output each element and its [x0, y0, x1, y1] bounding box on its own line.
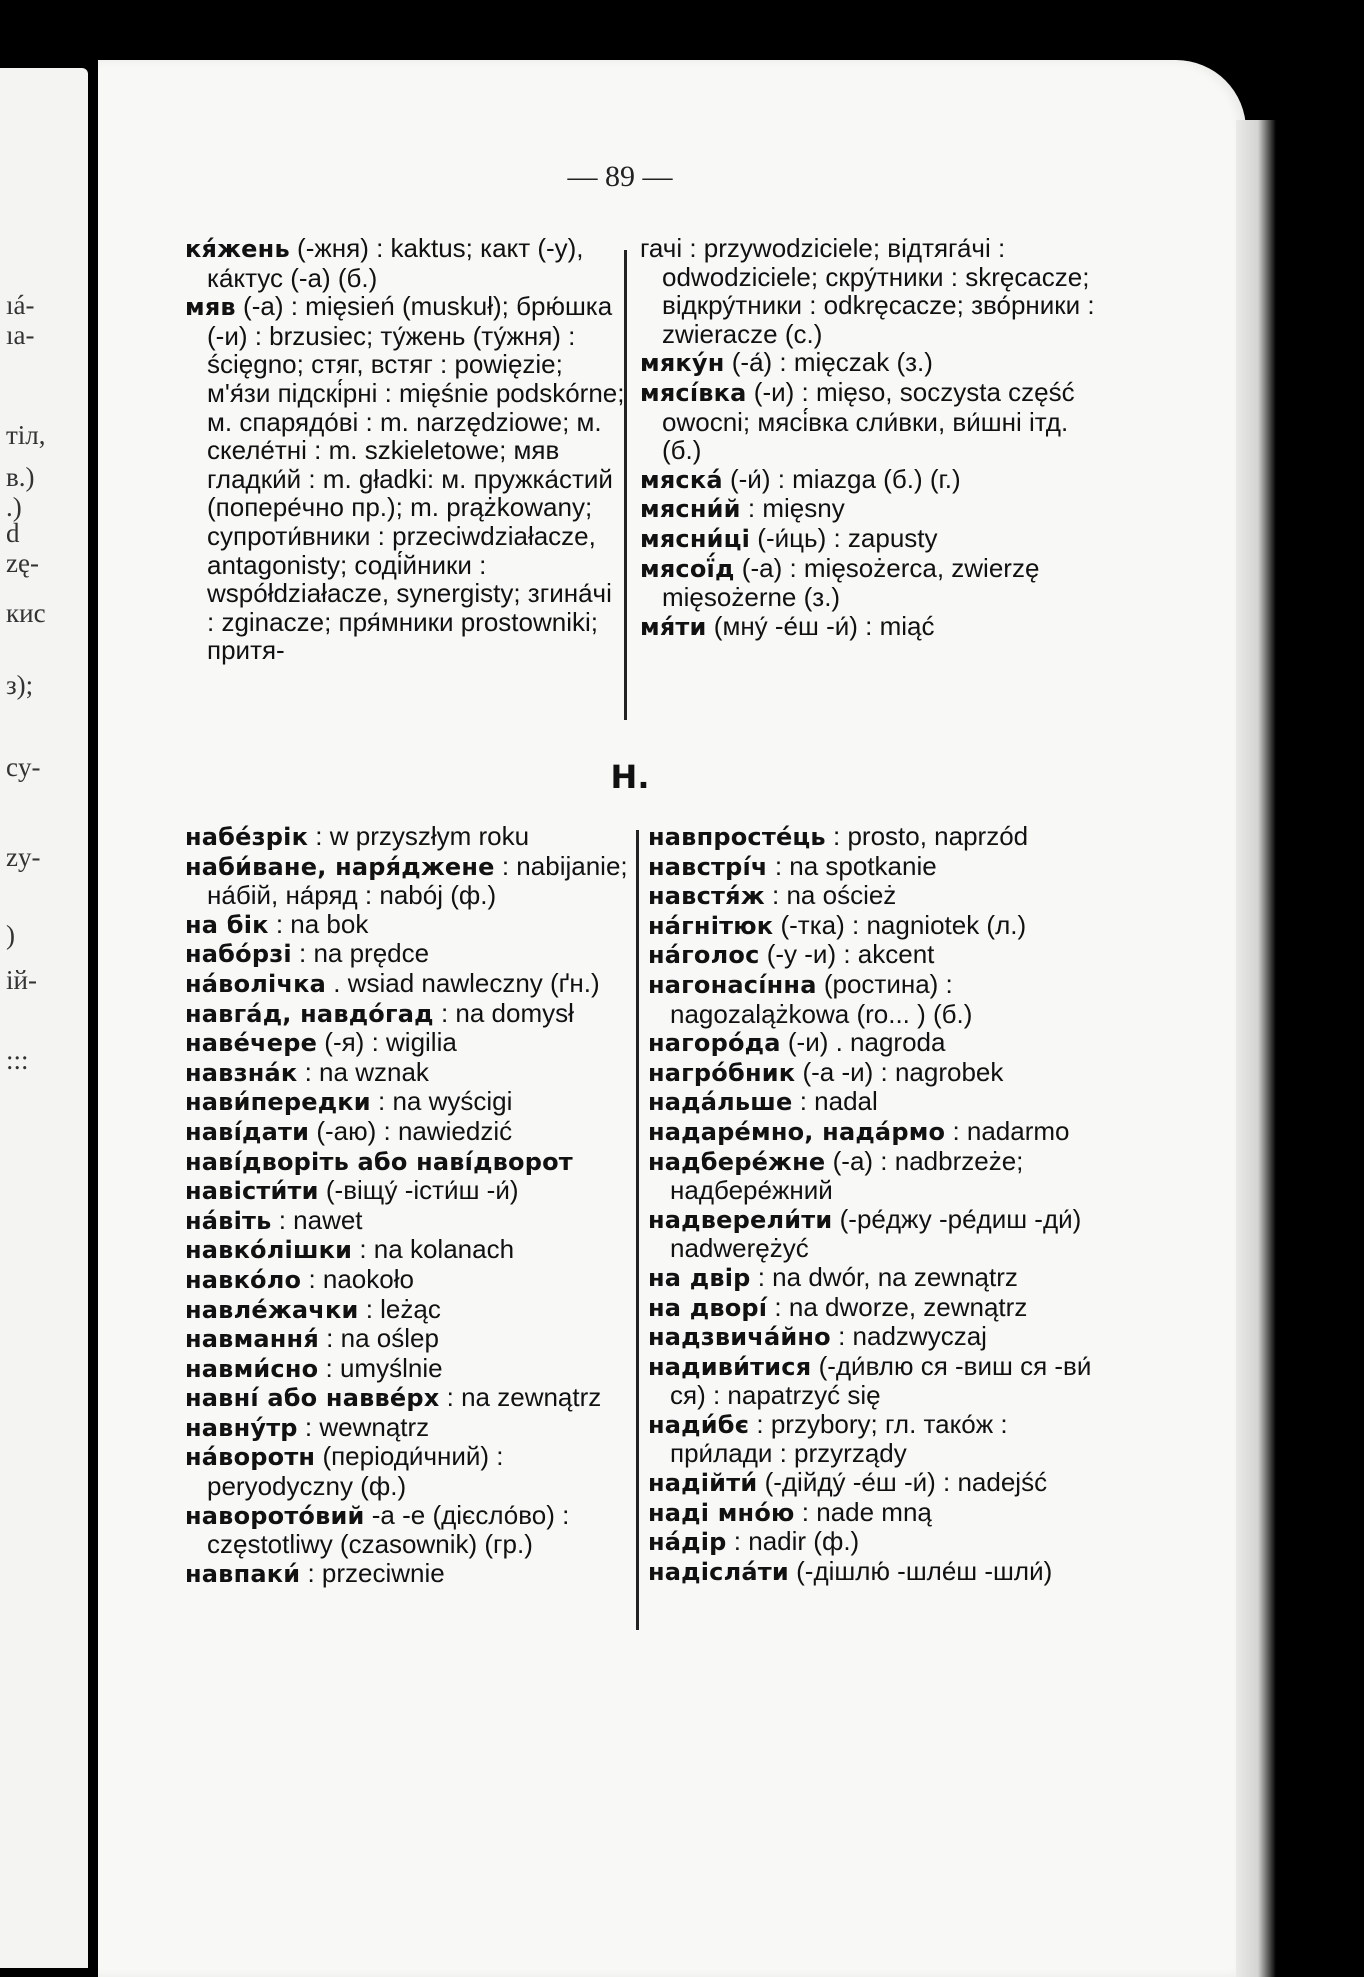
column-bottom-right [648, 822, 1108, 1586]
entry-definition: : na wyścigi [370, 1086, 513, 1117]
column-divider-top [624, 250, 627, 720]
dictionary-entry [648, 1498, 1108, 1528]
entry-definition: . wsiad nawleczny (ґн.) [326, 967, 600, 998]
dictionary-entry [648, 1058, 1108, 1088]
dictionary-entry [648, 1468, 1108, 1498]
dictionary-entry [640, 612, 1100, 642]
dictionary-entry [185, 1176, 645, 1206]
entry-headword: на́дір [648, 1528, 727, 1557]
entry-definition: : na oślep [318, 1323, 439, 1354]
dictionary-entry [648, 1352, 1108, 1410]
entry-headword: надаре́мно, нада́рмо [648, 1117, 946, 1146]
dictionary-entry [185, 1501, 645, 1559]
entry-headword: навпросте́ць [648, 823, 826, 851]
dictionary-entry [648, 1028, 1108, 1058]
entry-definition: : nabijanie; на́бій, на́ряд : nabój (ф.) [207, 850, 628, 911]
entry-definition: : na bok [268, 908, 369, 939]
entry-headword: нади́бє [648, 1410, 750, 1439]
entry-headword: нада́льше [648, 1088, 793, 1117]
column-top-left [185, 234, 625, 665]
entry-definition: : na dworze, zewnątrz [767, 1291, 1028, 1322]
entry-headword: мясі́вка [640, 378, 747, 407]
entry-headword: надійти́ [648, 1469, 758, 1498]
entry-headword: надиви́тися [648, 1352, 812, 1381]
entry-headword: нагро́бник [648, 1058, 796, 1087]
entry-headword: набе́зрік [185, 823, 309, 851]
entry-definition: (ростина) : nagozalążkowa (ro... ) (б.) [670, 968, 973, 1029]
left-page-text-fragment: ıá- [6, 290, 35, 320]
left-page-text-fragment: zę- [6, 548, 39, 578]
page-number: — 89 — [567, 160, 673, 193]
left-page-text-fragment: cy- [6, 752, 41, 782]
entry-definition: : umyślnie [318, 1352, 443, 1383]
dictionary-entry [648, 970, 1108, 1028]
entry-headword: навісти́ти [185, 1177, 319, 1206]
entry-definition: : nadarmo [945, 1115, 1070, 1146]
dictionary-entry [648, 1527, 1108, 1557]
entry-definition: (-и́ць) : zapusty [750, 522, 938, 553]
entry-headword: на́голос [648, 941, 760, 970]
entry-definition: (-аю) : nawiedzić [309, 1115, 513, 1146]
dictionary-entry [648, 1322, 1108, 1352]
column-top-right [640, 234, 1100, 641]
entry-headword: набо́рзі [185, 940, 292, 969]
dictionary-entry [185, 1295, 645, 1325]
dictionary-entry [185, 1559, 645, 1589]
entry-definition: (-и) : mięso, soczysta część owocni; мясі́вка сли́вки, ви́шні ітд. (б.) [662, 376, 1075, 466]
entry-definition: : nadir (ф.) [726, 1526, 860, 1557]
left-page-text-fragment: zy- [6, 842, 41, 872]
entry-definition: : nade mną [794, 1496, 932, 1527]
entry-definition: (-дішлю́ -шле́ш -шли́) [788, 1555, 1053, 1586]
entry-headword: наді мно́ю [648, 1498, 795, 1527]
dictionary-entry [185, 999, 645, 1029]
dictionary-entry [185, 1087, 645, 1117]
entry-headword: нави́передки [185, 1088, 371, 1117]
section-letter-heading: Н. [610, 758, 650, 796]
entry-definition: : prosto, naprzód [825, 821, 1029, 851]
left-page-text-fragment: d [6, 518, 20, 548]
left-page-text-fragment: кис [6, 598, 46, 628]
entry-definition: (-а́) : mięczak (з.) [724, 347, 933, 378]
dictionary-entry [648, 822, 1108, 852]
dictionary-entry [185, 969, 645, 999]
entry-headword: мяв [185, 293, 236, 322]
dictionary-entry [640, 554, 1100, 612]
entry-headword: наві́дворіть або наві́дворот [185, 1147, 573, 1176]
entry-definition: : nawet [271, 1204, 363, 1235]
entry-definition: (-ди́влю ся -виш ся -ви́ ся) : napatrzyć się [670, 1350, 1092, 1411]
entry-headword: навко́лішки [185, 1236, 353, 1265]
column-divider-bottom [636, 830, 639, 1630]
entry-headword: на двір [648, 1263, 751, 1292]
entry-headword: навстрі́ч [648, 852, 768, 881]
entry-headword: мя́ти [640, 612, 707, 641]
entry-definition: : na dwór, na zewnątrz [750, 1261, 1018, 1292]
entry-headword: надверели́ти [648, 1205, 833, 1234]
dictionary-entry [185, 1117, 645, 1147]
dictionary-entry [185, 852, 645, 910]
entry-headword: на́гнітюк [648, 911, 774, 940]
entry-headword: навга́д, навдо́гад [185, 999, 434, 1028]
entry-headword: наби́ване, наря́джене [185, 852, 495, 881]
dictionary-entry [185, 1058, 645, 1088]
entry-definition: : przybory; гл. тако́ж : при́лади : przyrządy [670, 1408, 1008, 1469]
dictionary-entry [185, 822, 645, 852]
entry-definition: : wewnątrz [297, 1411, 430, 1442]
entry-definition: : na spotkanie [767, 850, 937, 881]
left-page-text-fragment: ій- [6, 965, 37, 995]
entry-definition: (-ре́джу -ре́диш -ди́) nadwerężyć [670, 1203, 1082, 1264]
entry-definition: (-тка) : nagniotek (л.) [773, 909, 1027, 940]
dictionary-entry [648, 1293, 1108, 1323]
entry-definition: (-а) : nadbrzeże; надбере́жний [670, 1145, 1024, 1206]
entry-definition: (-віщу́ -істи́ш -и́) [318, 1175, 519, 1206]
entry-headword: навко́ло [185, 1265, 302, 1294]
dictionary-entry [648, 1087, 1108, 1117]
dictionary-entry [185, 939, 645, 969]
entry-definition: (-и́) : miazga (б.) (г.) [722, 463, 961, 494]
left-page-text-fragment: .) [6, 492, 22, 522]
dictionary-entry [185, 1324, 645, 1354]
dictionary-entry [185, 1413, 645, 1443]
entry-definition: (-я) : wigilia [317, 1027, 457, 1058]
dictionary-entry [640, 234, 1100, 348]
dictionary-entry [185, 1206, 645, 1236]
entry-headword: навле́жачки [185, 1295, 359, 1324]
dictionary-entry [185, 1265, 645, 1295]
entry-definition: : na oścież [764, 880, 897, 911]
entry-headword: навми́сно [185, 1354, 319, 1383]
entry-headword: мяку́н [640, 349, 725, 378]
entry-definition: : przeciwnie [300, 1557, 445, 1588]
left-page-text-fragment: тіл, [6, 420, 46, 450]
entry-definition: : w przyszłym roku [308, 821, 530, 851]
entry-headword: мясої́д [640, 554, 735, 583]
dictionary-entry [185, 1147, 645, 1177]
dictionary-entry [648, 881, 1108, 911]
entry-headword: наворото́вий [185, 1501, 365, 1530]
entry-headword: надісла́ти [648, 1557, 789, 1586]
dictionary-entry [185, 1442, 645, 1500]
left-page-edge [0, 68, 88, 1968]
entry-definition: : leżąc [358, 1293, 441, 1324]
entry-headword: мясни́й [640, 495, 741, 524]
dictionary-entry [648, 1205, 1108, 1263]
dictionary-entry [640, 348, 1100, 378]
entry-headword: нагонасі́нна [648, 970, 817, 999]
entry-headword: на́волічка [185, 969, 327, 998]
entry-headword: навпаки́ [185, 1559, 301, 1588]
dictionary-entry [640, 465, 1100, 495]
entry-headword: мяска́ [640, 465, 723, 494]
dictionary-entry [185, 234, 625, 292]
left-page-text-fragment: з); [6, 670, 34, 700]
entry-definition: : na prędce [291, 938, 430, 969]
entry-definition: : nadzwyczaj [830, 1321, 987, 1352]
dictionary-entry [185, 910, 645, 940]
dictionary-entry [640, 378, 1100, 465]
entry-headword: навзна́к [185, 1058, 298, 1087]
entry-headword: навну́тр [185, 1413, 298, 1442]
entry-headword: нагоро́да [648, 1029, 781, 1058]
dictionary-entry [185, 1383, 645, 1413]
dictionary-entry [648, 852, 1108, 882]
entry-headword: наві́дати [185, 1117, 310, 1146]
dictionary-entry [648, 1410, 1108, 1468]
entry-headword: навмання́ [185, 1325, 319, 1354]
entry-definition: (-дійду́ -е́ш -и́) : nadejść [757, 1467, 1048, 1498]
dictionary-entry [648, 940, 1108, 970]
dictionary-entry [648, 1263, 1108, 1293]
entry-definition: -а -е (дієсло́во) : częstotliwy (czasownik) (гр.) [207, 1499, 570, 1560]
entry-headword: на́віть [185, 1206, 272, 1235]
entry-definition: (-а -и) : nagrobek [795, 1056, 1004, 1087]
entry-definition: (-а) : mięsień (muskuł); брю́шка (-и) : brzusiec; ту́жень (ту́жня) : ścięgno; стяг, встяг : powięzie; м'я́зи підскі́рні : mięśnie podskórne; м. спарядо́ві : m. narzędziowe; м. скеле́тні : m. szkieletowe; мяв гладки́й : m. gładki: м. пружка́стий (попере́чно пр.); m. prążkowany; супроти́вники : przeciwdziałacze, antagonisty; соді́йники : współdziałacze, synergisty; згина́чі : zginacze; пря́мники prostowniki; притя- [207, 291, 625, 666]
entry-definition: : na wznak [297, 1056, 429, 1087]
left-page-text-fragment: ıa- [6, 320, 35, 350]
entry-headword: надзвича́йно [648, 1323, 831, 1352]
entry-headword: наве́чере [185, 1029, 318, 1058]
dictionary-entry [185, 292, 625, 665]
entry-definition: : nadal [792, 1086, 878, 1117]
dictionary-entry [648, 1117, 1108, 1147]
left-page-text-fragment: ::: [6, 1045, 29, 1075]
entry-definition: : na domysł [433, 997, 574, 1028]
left-page-text-fragment: ) [6, 920, 15, 950]
entry-definition: : naokoło [301, 1263, 414, 1294]
dictionary-entry [185, 1235, 645, 1265]
entry-headword: на дворі́ [648, 1293, 768, 1322]
entry-definition: : mięsny [740, 493, 845, 524]
entry-definition: : na zewnątrz [439, 1382, 602, 1413]
entry-headword: навні́ або навве́рх [185, 1384, 440, 1413]
left-page-text-fragment: в.) [6, 462, 35, 492]
entry-definition: (мну́ -е́ш -и́) : miąć [706, 610, 935, 641]
entry-definition: гачі : przywodziciele; відтяга́чі : odwodziciele; скру́тники : skręcacze; відкру́тники : odkręcacze; зво́рники : zwieracze (с.) [640, 233, 1095, 349]
entry-headword: кя́жень [185, 235, 290, 263]
entry-headword: на́воротн [185, 1443, 316, 1472]
column-bottom-left [185, 822, 645, 1588]
entry-definition: : na kolanach [352, 1234, 515, 1265]
dictionary-entry [185, 1354, 645, 1384]
dictionary-entry [640, 524, 1100, 554]
entry-headword: на бік [185, 910, 269, 939]
dictionary-entry [648, 1557, 1108, 1587]
entry-definition: (періоди́чний) : peryodyczny (ф.) [207, 1441, 504, 1502]
dictionary-entry [648, 1147, 1108, 1205]
entry-definition: (-у -и) : akcent [759, 939, 935, 970]
entry-definition: (-и) . nagroda [780, 1027, 946, 1058]
entry-definition: (-а) : mięsożerca, zwierzę mięsożerne (з.) [662, 552, 1040, 613]
entry-headword: навстя́ж [648, 882, 765, 911]
entry-headword: надбере́жне [648, 1147, 826, 1176]
dictionary-entry [185, 1028, 645, 1058]
page-edge-shadow [1236, 120, 1276, 1977]
entry-definition: (-жня) : kaktus; какт (-у), ка́ктус (-а) (б.) [207, 233, 584, 293]
dictionary-entry [648, 911, 1108, 941]
entry-headword: мясни́ці [640, 524, 751, 553]
dictionary-entry [640, 494, 1100, 524]
